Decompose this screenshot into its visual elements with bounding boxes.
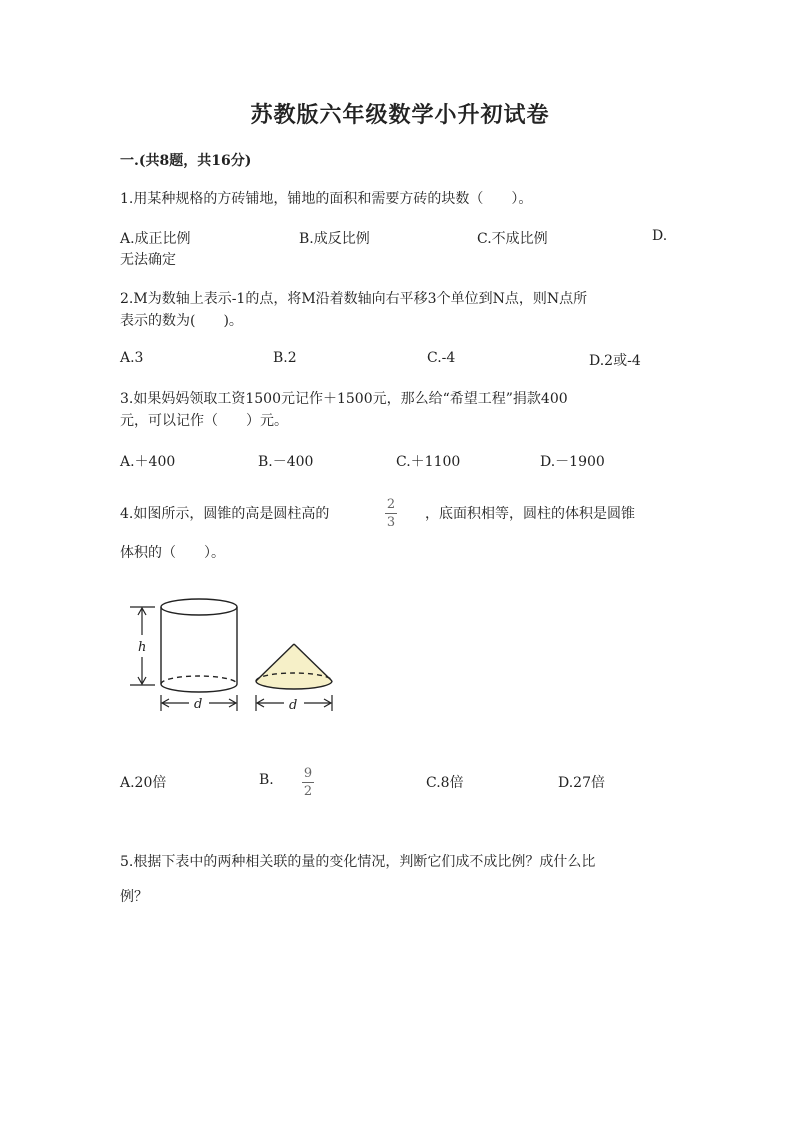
q4-fraction: [385, 497, 397, 530]
cone-diameter-label: d: [289, 698, 298, 713]
question-3-line-2: 元，可以记作（ ）元。: [120, 413, 288, 429]
question-4-text-pre: 4.如图所示，圆锥的高是圆柱高的: [120, 506, 330, 522]
page-title: 苏教版六年级数学小升初试卷: [250, 102, 550, 128]
q3-option-c: C.＋1100: [396, 454, 461, 470]
question-5-line-1: 5.根据下表中的两种相关联的量的变化情况，判断它们成不成比例？成什么比: [120, 854, 596, 870]
q4-option-c: C.8倍: [426, 775, 464, 791]
question-3-line-1: 3.如果妈妈领取工资1500元记作＋1500元，那么给“希望工程”捐款400: [120, 391, 568, 407]
q1-option-b: B.成反比例: [299, 231, 370, 247]
q4-option-d: D.27倍: [558, 775, 605, 791]
height-label: h: [138, 640, 147, 655]
question-4-line-2: 体积的（ ）。: [120, 545, 225, 561]
q4-fraction-denominator: 3: [386, 515, 396, 530]
q3-option-a: A.＋400: [120, 454, 176, 470]
q4-option-b-numerator: 9: [303, 766, 313, 781]
cylinder-cone-figure: [125, 595, 340, 720]
q4-option-b-fraction: [302, 766, 314, 799]
q4-option-b-denominator: 2: [303, 784, 313, 799]
question-5-line-2: 例？: [120, 889, 148, 905]
q3-option-d: D.－1900: [540, 454, 605, 470]
question-1-text: 1.用某种规格的方砖铺地，铺地的面积和需要方砖的块数（ ）。: [120, 191, 533, 207]
cone-shape: [256, 644, 332, 689]
q1-option-a: A.成正比例: [120, 231, 191, 247]
question-4-text-post: ，底面积相等，圆柱的体积是圆锥: [425, 506, 635, 522]
cylinder-shape: [161, 599, 237, 692]
q4-option-b-fraction-bar: [302, 782, 314, 783]
q1-option-c: C.不成比例: [477, 231, 548, 247]
q2-option-c: C.-4: [427, 350, 456, 366]
cylinder-diameter-label: d: [194, 697, 203, 712]
question-2-line-2: 表示的数为( )。: [120, 313, 243, 329]
q2-option-d: D.2或-4: [589, 353, 641, 369]
q2-option-a: A.3: [120, 350, 144, 366]
q4-fraction-numerator: 2: [386, 497, 396, 512]
question-2-line-1: 2.M为数轴上表示-1的点，将M沿着数轴向右平移3个单位到N点，则N点所: [120, 291, 588, 307]
q3-option-b: B.－400: [258, 454, 314, 470]
q1-option-d-continued: 无法确定: [120, 252, 176, 268]
q4-option-a: A.20倍: [120, 775, 167, 791]
q4-option-b: B.: [259, 772, 274, 788]
q2-option-b: B.2: [273, 350, 297, 366]
q1-option-d: D.: [652, 228, 668, 244]
section-header: 一.(共8题，共16分): [120, 153, 252, 169]
q4-fraction-bar: [385, 513, 397, 514]
